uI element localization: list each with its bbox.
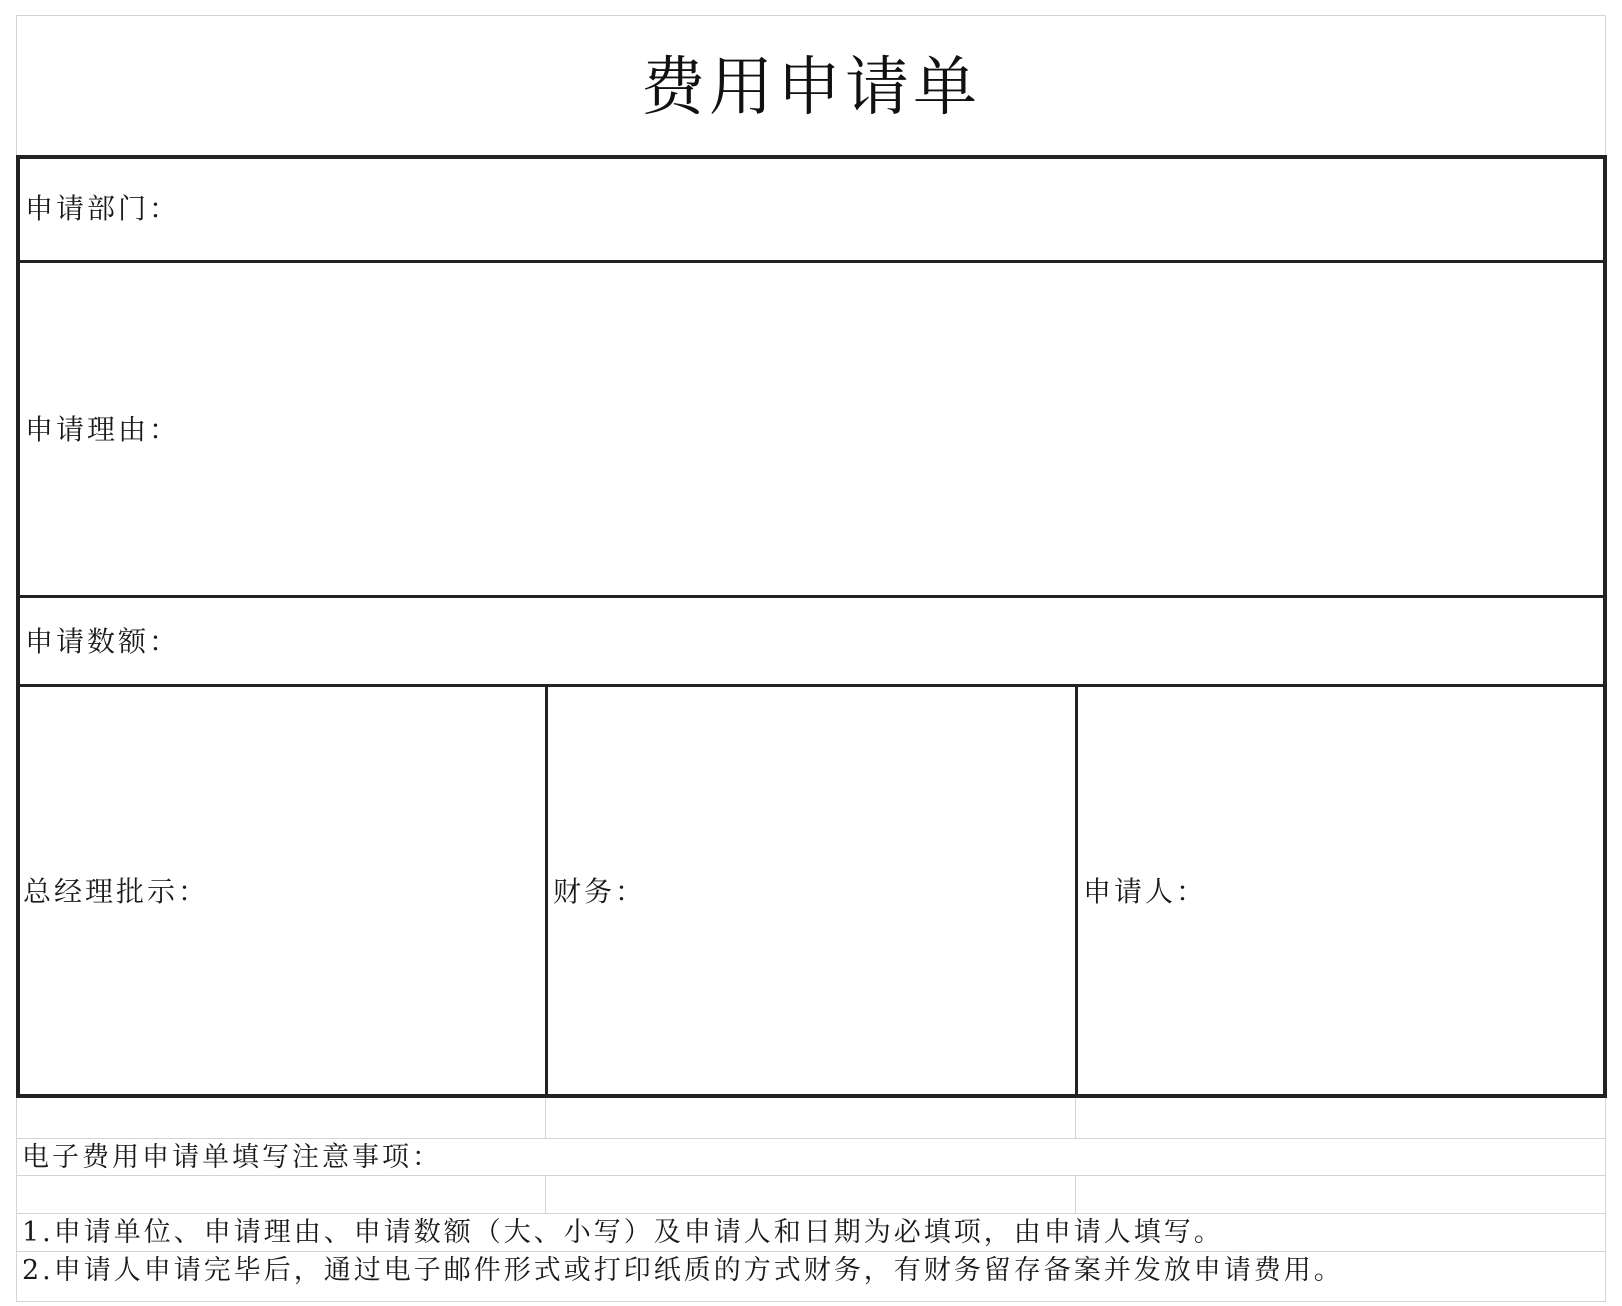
column-divider (1075, 684, 1078, 1094)
gridline (1075, 1098, 1076, 1138)
gridline (545, 1098, 546, 1138)
department-label: 申请部门： (25, 192, 181, 225)
gridline (545, 1175, 546, 1213)
finance-label: 财务： (553, 875, 647, 908)
gridline (1075, 1175, 1076, 1213)
gridline (16, 1138, 1606, 1139)
gridline (16, 1251, 1606, 1252)
page-title: 费用申请单 (641, 51, 981, 125)
row-divider (20, 595, 1603, 598)
reason-label: 申请理由： (25, 413, 181, 446)
applicant-label: 申请人： (1083, 875, 1208, 908)
notes-heading: 电子费用申请单填写注意事项： (22, 1142, 442, 1173)
expense-form (16, 155, 1607, 1098)
note-item: 1.申请单位、申请理由、申请数额（大、小写）及申请人和日期为必填项，由申请人填写。 (22, 1217, 1224, 1248)
note-item: 2.申请人申请完毕后，通过电子邮件形式或打印纸质的方式财务，有财务留存备案并发放申请费用。 (22, 1255, 1344, 1286)
gridline (16, 1213, 1606, 1214)
gridline (16, 1175, 1606, 1176)
column-divider (545, 684, 548, 1094)
row-divider (20, 684, 1603, 687)
amount-label: 申请数额： (25, 625, 181, 658)
row-divider (20, 260, 1603, 263)
gm-approval-label: 总经理批示： (23, 875, 210, 908)
